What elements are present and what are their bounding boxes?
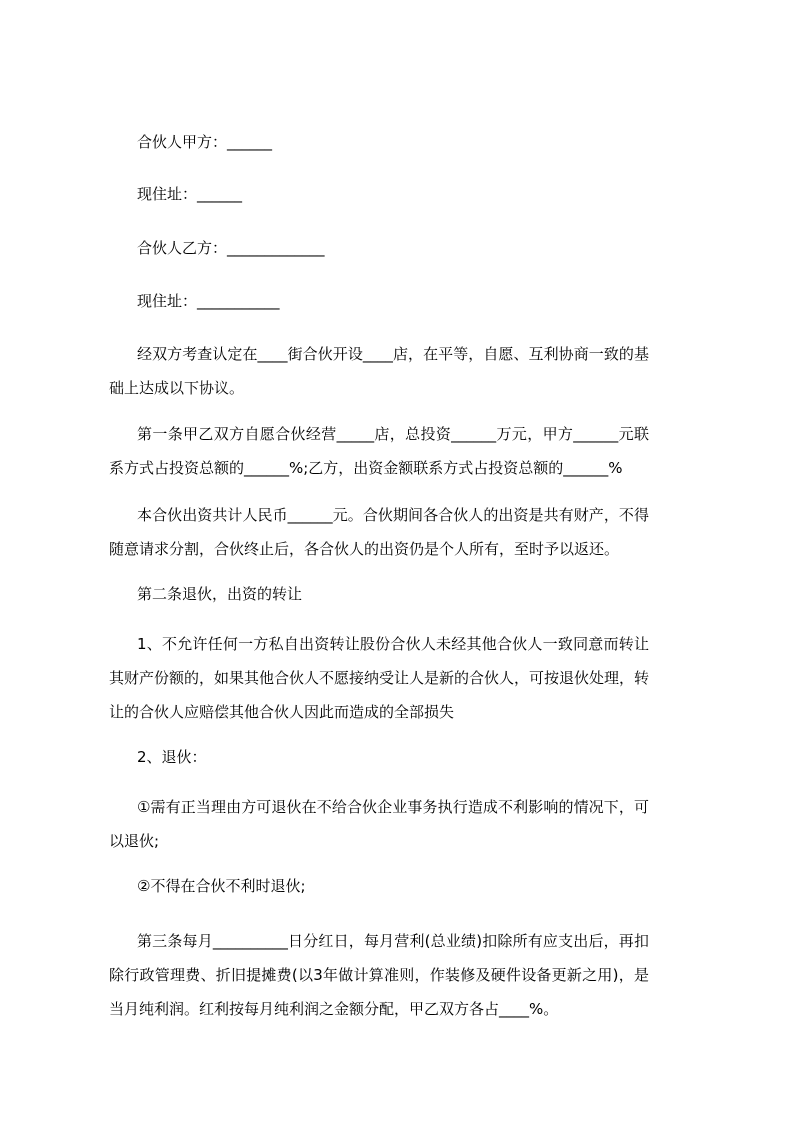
capital-paragraph: 本合伙出资共计人民币______元。合伙期间各合伙人的出资是共有财产，不得随意请求分割，合伙终止后，各合伙人的出资仍是个人所有，至时予以返还。 xyxy=(109,506,649,558)
article-three-paragraph: 第三条每月__________日分红日，每月营利(总业绩)扣除所有应支出后，再扣除行政管理费、折旧提摊费(以3年做计算准则，作装修及硬件设备更新之用)，是当月纯利润。红利按每月纯利润之金额分配，甲乙双方各占____%。 xyxy=(109,932,649,1018)
transfer-clause-paragraph: 1、不允许任何一方私自出资转让股份合伙人未经其他合伙人一致同意而转让其财产份额的，如果其他合伙人不愿接纳受让人是新的合伙人，可按退伙处理，转让的合伙人应赔偿其他合伙人因此而造成的全部损失 xyxy=(109,635,650,721)
withdrawal-item-two: ②不得在合伙不利时退伙; xyxy=(137,877,306,895)
party-b-address-field: 现住址：___________ xyxy=(137,292,280,310)
party-b-field: 合伙人乙方：_____________ xyxy=(137,239,325,257)
withdrawal-item-one: ①需有正当理由方可退伙在不给合伙企业事务执行造成不利影响的情况下，可以退伙; xyxy=(109,798,649,850)
party-a-address-field: 现住址：______ xyxy=(137,185,243,203)
article-one-paragraph: 第一条甲乙双方自愿合伙经营_____店，总投资______万元，甲方______元联系方式占投资总额的______%;乙方，出资金额联系方式占投资总额的______% xyxy=(109,425,649,477)
withdrawal-heading: 2、退伙： xyxy=(137,748,207,766)
article-two-heading: 第二条退伙，出资的转让 xyxy=(137,585,303,603)
intro-paragraph: 经双方考查认定在____街合伙开设____店，在平等，自愿、互利协商一致的基础上达成以下协议。 xyxy=(109,345,649,397)
party-a-field: 合伙人甲方：______ xyxy=(137,133,273,151)
